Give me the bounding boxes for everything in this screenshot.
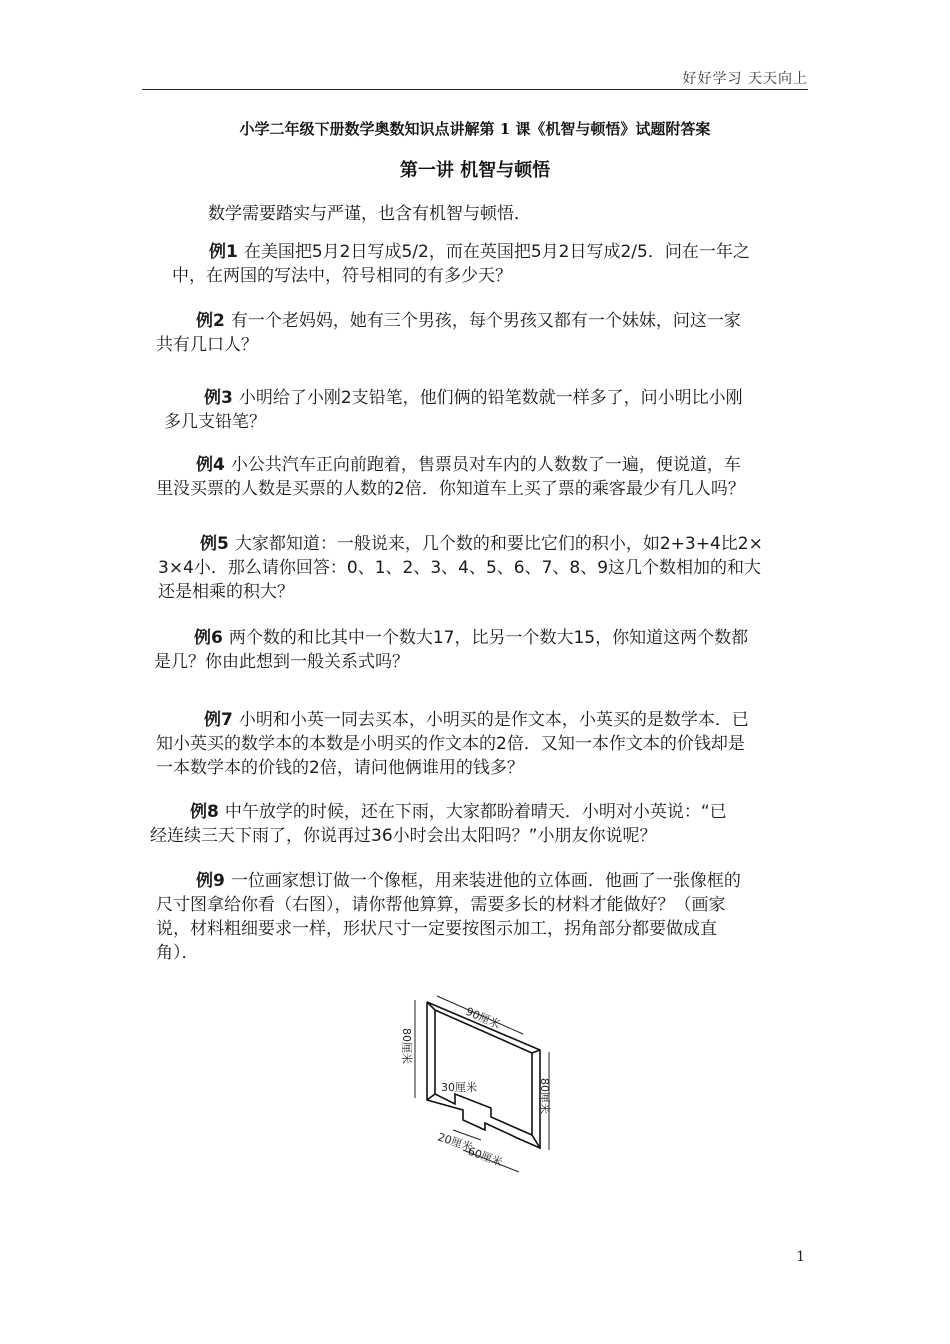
example-8	[150, 800, 727, 848]
example-text: 一本数学本的价钱的2倍，请问他俩谁用的钱多？	[156, 758, 524, 778]
frame-inner	[435, 1010, 532, 1135]
header-rule	[142, 89, 808, 90]
example-text: 小明给了小刚2支铅笔，他们俩的铅笔数就一样多了，问小明比小刚	[238, 388, 743, 408]
example-label: 例1	[209, 242, 238, 262]
frame-diagram	[395, 988, 565, 1177]
example-text: 里没买票的人数是买票的人数的2倍．你知道车上买了票的乘客最少有几人吗？	[156, 479, 745, 499]
document-title: 小学二年级下册数学奥数知识点讲解第 1 课《机智与顿悟》试题附答案	[239, 120, 711, 138]
frame-diagram-svg	[395, 988, 565, 1173]
page-number: 1	[796, 1249, 805, 1265]
example-text: 共有几口人？	[156, 335, 258, 355]
example-5	[158, 532, 763, 604]
example-text: 是几？你由此想到一般关系式吗？	[154, 652, 409, 672]
example-7	[156, 708, 749, 780]
example-text: 说，材料粗细要求一样，形状尺寸一定要按图示加工，拐角部分都要做成直	[156, 919, 717, 939]
dim-right-label: 80厘米	[538, 1078, 551, 1114]
example-text: 3×4小．那么请你回答：0、1、2、3、4、5、6、7、8、9这几个数相加的和大	[158, 558, 762, 578]
dim-left-label: 80厘米	[400, 1028, 413, 1064]
example-text: 中午放学的时候，还在下雨，大家都盼着晴天．小明对小英说：“已	[224, 802, 727, 822]
header-slogan: 好好学习 天天向上	[682, 71, 808, 87]
example-text: 经连续三天下雨了，你说再过36小时会出太阳吗？”小朋友你说呢？	[150, 826, 657, 846]
example-label: 例7	[204, 710, 233, 730]
example-text: 角）．	[156, 943, 199, 963]
example-text: 有一个老妈妈，她有三个男孩，每个男孩又都有一个妹妹，问这一家	[230, 311, 741, 331]
example-label: 例6	[194, 628, 223, 648]
example-label: 例2	[196, 311, 225, 331]
lecture-title: 第一讲 机智与顿悟	[399, 160, 551, 181]
example-label: 例3	[204, 388, 233, 408]
example-text: 小公共汽车正向前跑着，售票员对车内的人数数了一遍，便说道，车	[230, 455, 741, 475]
example-text: 还是相乘的积大？	[158, 582, 294, 602]
example-text: 多几支铅笔？	[164, 412, 266, 432]
example-label: 例5	[200, 534, 229, 554]
example-9	[156, 869, 741, 965]
dim-inner-label: 30厘米	[441, 1081, 477, 1094]
example-6	[154, 626, 748, 674]
example-3	[164, 386, 743, 434]
example-2	[156, 309, 741, 357]
dim-top-label: 90厘米	[463, 1004, 502, 1032]
example-text: 两个数的和比其中一个数大17，比另一个数大15，你知道这两个数都	[228, 628, 749, 648]
example-text: 中，在两国的写法中，符号相同的有多少天？	[172, 266, 512, 286]
example-text: 知小英买的数学本的本数是小明买的作文本的2倍．又知一本作文本的价钱却是	[156, 734, 745, 754]
example-text: 在美国把5月2日写成5/2，而在英国把5月2日写成2/5．问在一年之	[243, 242, 750, 262]
intro-text: 数学需要踏实与严谨，也含有机智与顿悟．	[208, 204, 531, 224]
dim-step-label: 20厘米	[436, 1130, 475, 1154]
example-4	[156, 453, 745, 501]
example-label: 例8	[190, 802, 219, 822]
example-text: 大家都知道：一般说来，几个数的和要比它们的积小，如2+3+4比2×	[234, 534, 763, 554]
example-1	[172, 240, 750, 288]
dim-bottom-label: 60厘米	[465, 1144, 505, 1170]
example-text: 小明和小英一同去买本，小明买的是作文本，小英买的是数学本．已	[238, 710, 749, 730]
example-label: 例4	[196, 455, 225, 475]
example-text: 尺寸图拿给你看（右图），请你帮他算算，需要多长的材料才能做好？（画家	[156, 895, 726, 915]
example-text: 一位画家想订做一个像框，用来装进他的立体画．他画了一张像框的	[230, 871, 741, 891]
example-label: 例9	[196, 871, 225, 891]
